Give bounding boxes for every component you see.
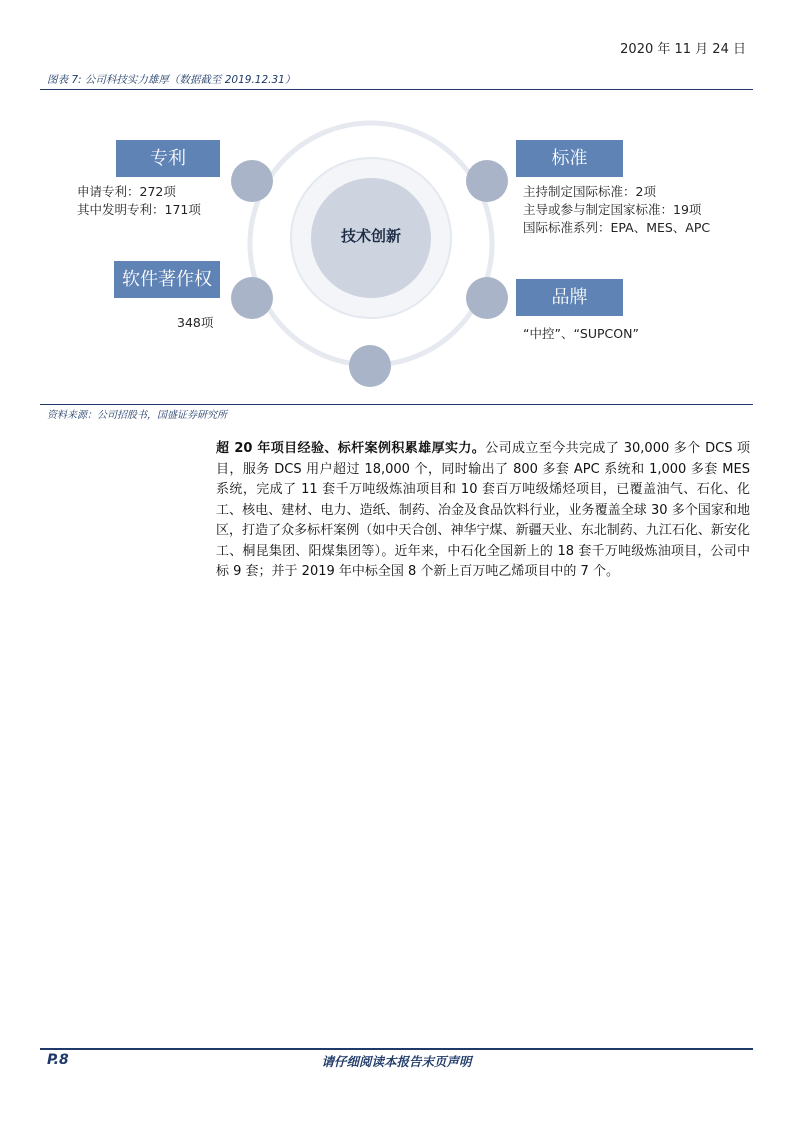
software-box: 软件著作权: [114, 261, 220, 298]
figure-caption: 图表 7: 公司科技实力雄厚（数据截至 2019.12.31）: [47, 74, 296, 86]
page-number: P.8: [47, 1052, 69, 1068]
patent-line: 其中发明专利：171项: [77, 202, 201, 217]
patent-info: [77, 183, 201, 219]
standard-box: 标准: [516, 140, 623, 177]
standard-line: 主持制定国际标准：2项: [523, 184, 656, 199]
software-line: 348项: [177, 315, 214, 330]
body-paragraph: [216, 439, 750, 583]
brand-box: 品牌: [516, 279, 623, 316]
node-software: [231, 277, 273, 319]
standard-info: [523, 183, 710, 237]
figure-source: 资料来源：公司招股书，国盛证券研究所: [47, 410, 227, 421]
report-date: 2020 年 11 月 24 日: [620, 42, 746, 57]
brand-info: [523, 325, 639, 343]
node-bottom: [349, 345, 391, 387]
node-standard: [466, 160, 508, 202]
paragraph-text: 公司成立至今共完成了 30,000 多个 DCS 项目，服务 DCS 用户超过 18,000 个，同时输出了 800 多套 APC 系统和 1,000 多套 MES 系统，完成了 11 套千万吨级炼油项目和 10 套百万吨级烯烃项目，已覆盖油气、石化、化工、核电、建材、电力、造纸、制药、冶金及食品饮料行业，业务覆盖全球 30 多个国家和地区，打造了众多标杆案例（如中天合创、神华宁煤、新疆天业、东北制药、九江石化、新安化工、桐昆集团、阳煤集团等）。近年来，中石化全国新上的 18 套千万吨级炼油项目，公司中标 9 套；并于 2019 年中标全国 8 个新上百万吨乙烯项目中的 7 个。: [216, 441, 750, 579]
node-patent: [231, 160, 273, 202]
standard-line: 国际标准系列：EPA、MES、APC: [523, 220, 711, 235]
patent-line: 申请专利：272项: [77, 184, 176, 199]
software-info: [177, 314, 213, 332]
node-brand: [466, 277, 508, 319]
center-label: 技术创新: [340, 227, 401, 245]
footer-rule: [40, 1048, 753, 1050]
footer-disclaimer: 请仔细阅读本报告末页声明: [321, 1054, 472, 1069]
patent-box: 专利: [116, 140, 220, 177]
standard-line: 主导或参与制定国家标准：19项: [523, 202, 702, 217]
figure-bottom-rule: [40, 404, 753, 405]
tech-innovation-diagram: [0, 90, 793, 402]
paragraph-lead: 超 20 年项目经验、标杆案例积累雄厚实力。: [216, 441, 486, 456]
brand-line: “中控”、“SUPCON”: [523, 326, 639, 341]
